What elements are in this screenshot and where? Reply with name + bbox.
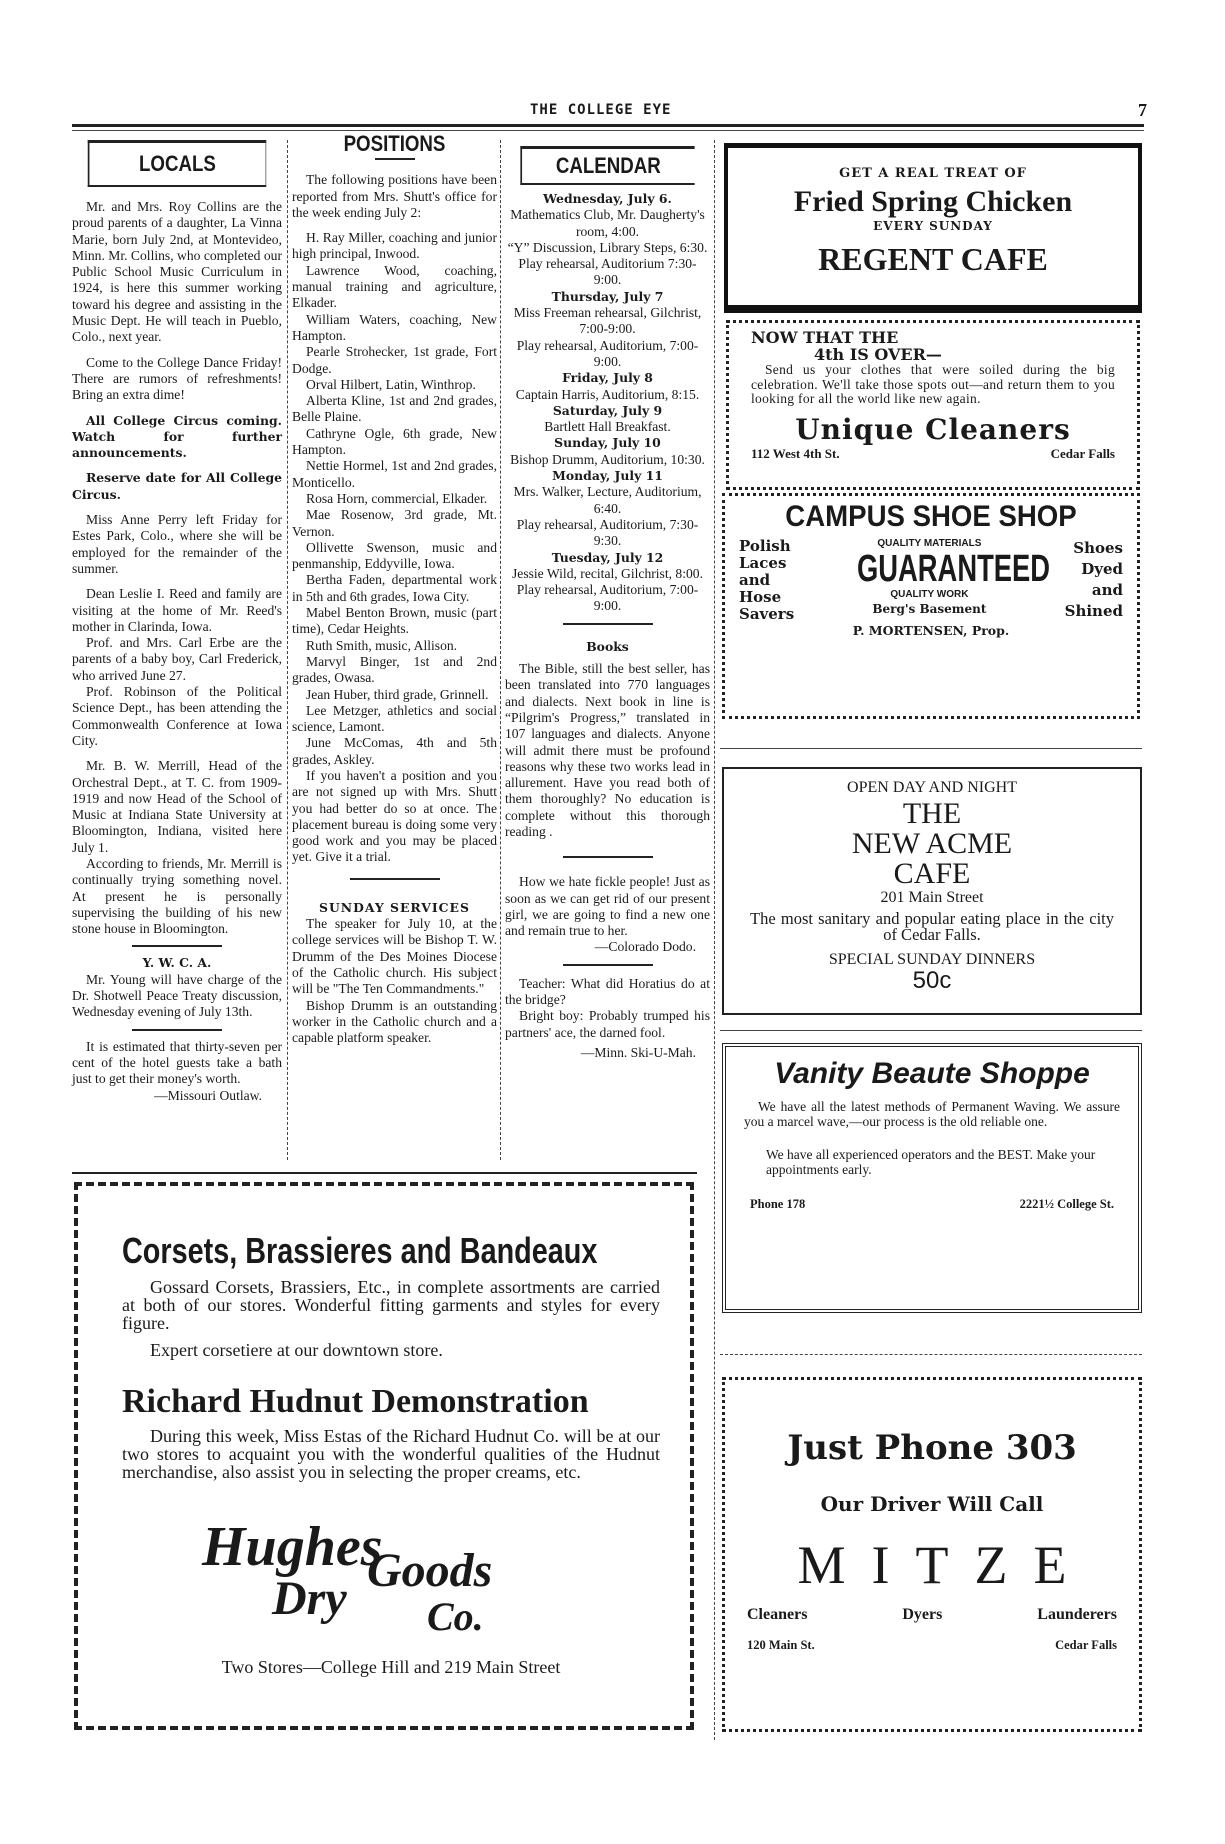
position-item: Rosa Horn, commercial, Elkader. — [306, 490, 488, 506]
ad-business-name: Unique Cleaners — [795, 412, 1071, 446]
calendar-day: Tuesday, July 12 — [551, 549, 664, 565]
service-item: Shined — [1064, 602, 1123, 620]
locals-item: Prof. Robinson of the Political Science Dept., has been attending the Commonwealth Conference at Iowa City. — [72, 684, 282, 748]
calendar-event: Play rehearsal, Auditorium, 7:30-9:30. — [516, 516, 699, 549]
logo-text: Goods — [367, 1544, 493, 1597]
calendar-event: Play rehearsal, Auditorium 7:30-9:00. — [518, 256, 697, 288]
ad-body — [739, 538, 1123, 623]
ad-footer — [744, 1197, 1120, 1212]
ad-line: EVERY SUNDAY — [873, 219, 993, 233]
ad-proprietor: P. MORTENSEN, Prop. — [852, 623, 1010, 638]
divider — [350, 878, 440, 880]
ywca-heading: Y. W. C. A. — [142, 955, 212, 971]
calendar-event: Play rehearsal, Auditorium, 7:00-9:00. — [516, 582, 699, 614]
teacher-source: —Minn. Ski-U-Mah. — [580, 1044, 696, 1060]
ad-city: Cedar Falls — [1050, 445, 1115, 461]
ad-business-name: NEW ACME — [851, 827, 1013, 860]
ad-body: We have all the latest methods of Permanent Waving. We assure you a marcel wave,—our process is the old reliable one. — [744, 1099, 1120, 1129]
position-item: June McComas, 4th and 5th grades, Askley. — [292, 735, 497, 767]
joke-text: It is estimated that thirty-seven per cent of the hotel guests take a bath just to get their money's worth. — [72, 1038, 282, 1087]
ad-tagline: The most sanitary and popular eating place in the city of Cedar Falls. — [750, 909, 1114, 944]
locals-column — [72, 140, 282, 1104]
divider — [563, 623, 653, 625]
ad-business-name: MITZE — [797, 1535, 1093, 1595]
ad-headline: 4th IS OVER— — [814, 345, 942, 364]
locals-item: All College Circus coming. Watch for further announcements. — [72, 412, 282, 461]
new-acme-cafe-ad — [722, 767, 1142, 1015]
ad-address: 120 Main St. — [747, 1638, 815, 1652]
ad-business-name: THE — [902, 797, 962, 830]
joke-source: —Missouri Outlaw. — [154, 1087, 262, 1103]
service-item: and — [1091, 581, 1123, 599]
newspaper-title: THE COLLEGE EYE — [530, 102, 672, 118]
ad-headline: Our Driver Will Call — [820, 1492, 1044, 1516]
mitze-ad — [722, 1377, 1142, 1732]
position-item: Jean Huber, third grade, Grinnell. — [306, 686, 489, 702]
ad-business-name: Vanity Beaute Shoppe — [774, 1057, 1090, 1090]
ad-headline: Richard Hudnut Demonstration — [122, 1383, 589, 1420]
position-item: Alberta Kline, 1st and 2nd grades, Belle Plaine. — [292, 393, 497, 425]
calendar-event: Mathematics Club, Mr. Daugherty's room, 4:00. — [510, 207, 705, 239]
calendar-day: Wednesday, July 6. — [543, 191, 672, 206]
locals-item: Mr. and Mrs. Roy Collins are the proud parents of a daughter, La Vinna Marie, born July 2nd, at Montevideo, Minn. Mr. Collins, who completed our Public School Music Curriculum in 1924, is here this summer working toward his degree and assisting in the Music Dept. He will teach in Pueblo, Colo., next year. — [72, 199, 282, 345]
position-item: Lee Metzger, athletics and social science, Lamont. — [292, 702, 497, 735]
logo-text: Hughes — [202, 1516, 383, 1578]
calendar-event: Bartlett Hall Breakfast. — [544, 419, 671, 435]
ad-line: OPEN DAY AND NIGHT — [847, 779, 1017, 796]
ywca-text: Mr. Young will have charge of the Dr. Shotwell Peace Treaty discussion, Wednesday evening of July 13th. — [72, 971, 282, 1020]
service: Cleaners — [747, 1606, 808, 1623]
ad-body: We have all experienced operators and the BEST. Make your appointments early. — [766, 1147, 1096, 1177]
calendar-event: “Y” Discussion, Library Steps, 6:30. — [507, 239, 708, 255]
position-item: Mae Rosenow, 3rd grade, Mt. Vernon. — [292, 507, 497, 539]
calendar-event: Captain Harris, Auditorium, 8:15. — [515, 386, 700, 402]
badge-text: QUALITY MATERIALS — [877, 538, 982, 549]
divider — [132, 1029, 222, 1031]
page-header — [0, 100, 1225, 120]
ad-body: Gossard Corsets, Brassiers, Etc., in complete assortments are carried at both of our stores. Wonderful fitting garments and styles for every figure. — [122, 1277, 660, 1333]
locals-item: Reserve date for All College Circus. — [72, 470, 282, 502]
hughes-dry-goods-ad — [74, 1182, 694, 1730]
ad-phone: Phone 178 — [750, 1197, 806, 1211]
positions-heading: POSITIONS — [343, 131, 446, 156]
position-item: Lawrence Wood, coaching, manual training and agriculture, Elkader. — [292, 262, 497, 311]
ad-headline: Corsets, Brassieres and Bandeaux — [122, 1230, 598, 1271]
service-item: Dyed — [1081, 560, 1123, 578]
ad-footer — [751, 446, 1115, 462]
services-left — [739, 538, 794, 623]
position-item: Marvyl Binger, 1st and 2nd grades, Owasa. — [292, 653, 497, 686]
positions-column — [292, 131, 497, 1046]
boy-text: Bright boy: Probably trumped his partners' ace, the darned fool. — [505, 1008, 710, 1040]
locals-item: Dean Leslie I. Reed and family are visiting at the home of Mr. Reed's mother in Clarinda, Iowa. — [72, 586, 282, 634]
ad-body: Expert corsetiere at our downtown store. — [150, 1340, 443, 1360]
position-item: Ollivette Swenson, music and penmanship, Eddyville, Iowa. — [292, 539, 497, 572]
service: Launderers — [1037, 1606, 1117, 1623]
ad-footer — [747, 1638, 1117, 1653]
locals-heading: LOCALS — [88, 140, 267, 187]
ad-business-name: REGENT CAFE — [818, 241, 1048, 277]
vanity-beaute-shoppe-ad — [722, 1043, 1142, 1313]
books-heading: Books — [586, 638, 629, 654]
column-divider — [500, 140, 501, 1160]
position-item: Bertha Faden, departmental work in 5th and 6th grades, Iowa City. — [292, 572, 497, 604]
ad-headline: Fried Spring Chicken — [793, 185, 1073, 218]
ad-price: 50c — [912, 967, 952, 994]
position-item: Mabel Benton Brown, music (part time), Cedar Heights. — [292, 605, 497, 637]
divider — [720, 748, 1142, 749]
calendar-day: Saturday, July 9 — [552, 402, 663, 418]
calendar-heading: CALENDAR — [520, 146, 694, 185]
position-item: H. Ray Miller, coaching and junior high principal, Inwood. — [292, 230, 497, 262]
ad-location: Berg's Basement — [872, 602, 987, 616]
calendar-day: Monday, July 11 — [552, 468, 663, 484]
books-text: The Bible, still the best seller, has been translated into 770 languages and dialects. Next book in line is “Pilgrim's Progress,” translated in 107 languages and dialects. Anyone will admit there must be profound reasons why these two works lead in allurement. Have you read both of them thoroughly? No education is complete without this thorough reading . — [505, 661, 710, 839]
fickle-text: How we hate fickle people! Just as soon as we can get rid of our present girl, we are going to find a new one and remain true to her. — [505, 874, 710, 939]
services-right — [1065, 538, 1123, 623]
calendar-event: Jessie Wild, recital, Gilchrist, 8:00. — [512, 565, 703, 581]
sunday-text: The speaker for July 10, at the college services will be Bishop T. W. Drumm of the Des Moines Diocese of the Catholic church. His subject will be "The Ten Commandments." — [292, 916, 497, 997]
ad-headline: Just Phone 303 — [787, 1428, 1077, 1468]
calendar-event: Miss Freeman rehearsal, Gilchrist, 7:00-9:00. — [513, 305, 702, 337]
calendar-event: Mrs. Walker, Lecture, Auditorium, 6:40. — [513, 484, 702, 516]
divider — [720, 1030, 1142, 1031]
calendar-day: Thursday, July 7 — [551, 288, 664, 304]
ad-business-name: CAFE — [893, 857, 971, 890]
service-item: Savers — [739, 605, 795, 623]
service: Dyers — [902, 1606, 943, 1623]
ad-business-name: CAMPUS SHOE SHOP — [785, 500, 1077, 533]
locals-item: Prof. and Mrs. Carl Erbe are the parents of a baby boy, Carl Frederick, who arrived June 27. — [72, 635, 282, 683]
service-item: and — [739, 571, 771, 589]
divider — [563, 856, 653, 858]
calendar-days — [505, 191, 710, 615]
unique-cleaners-ad — [726, 320, 1140, 490]
divider — [132, 945, 222, 947]
locals-item: Come to the College Dance Friday! There are rumors of refreshments! Bring an extra dime! — [72, 354, 282, 403]
ad-address: 201 Main Street — [880, 889, 984, 906]
locals-item: Miss Anne Perry left Friday for Estes Park, Colo., where she will be employed for the remainder of the summer. — [72, 512, 282, 576]
position-item: Ruth Smith, music, Allison. — [306, 637, 458, 653]
badge-main: GUARANTEED — [857, 548, 1051, 590]
position-item: William Waters, coaching, New Hampton. — [292, 311, 497, 343]
service-item: Hose — [739, 588, 782, 606]
divider — [375, 158, 415, 160]
ad-special: SPECIAL SUNDAY DINNERS — [828, 951, 1036, 968]
ad-body: During this week, Miss Estas of the Richard Hudnut Co. will be at our two stores to acquaint you with the wonderful qualities of the Hudnut merchandise, also assist you in selecting the proper creams, etc. — [122, 1426, 660, 1482]
sunday-text: Bishop Drumm is an outstanding worker in the Catholic church and a capable platform speaker. — [292, 997, 497, 1046]
ad-headline: NOW THAT THE — [751, 328, 899, 347]
position-item: Orval Hilbert, Latin, Winthrop. — [306, 376, 476, 392]
calendar-event: Play rehearsal, Auditorium, 7:00-9:00. — [516, 337, 699, 369]
logo-text: Co. — [427, 1594, 484, 1639]
position-item: If you haven't a position and you are not signed up with Mrs. Shutt you had better do so at once. The placement bureau is doing some very good work and you may be placed yet. Give it a trial. — [292, 767, 497, 865]
header-rule-thin — [72, 130, 1144, 131]
hughes-logo — [122, 1501, 660, 1651]
position-item: The following positions have been reported from Mrs. Shutt's office for the week ending July 2: — [292, 172, 497, 220]
divider — [720, 1354, 1142, 1355]
sunday-services-heading: SUNDAY SERVICES — [319, 899, 470, 915]
regent-cafe-ad — [724, 143, 1142, 313]
position-item: Cathryne Ogle, 6th grade, New Hampton. — [292, 425, 497, 458]
ad-address: 2221½ College St. — [1019, 1197, 1114, 1211]
locals-item: According to friends, Mr. Merrill is continually trying something novel. At present he is personally supervising the building of his new stone house in Bloomington. — [72, 855, 282, 937]
guaranteed-badge — [829, 538, 1051, 623]
logo-text: Dry — [272, 1572, 347, 1625]
campus-shoe-shop-ad — [722, 493, 1140, 719]
divider — [72, 1172, 697, 1174]
badge-text: QUALITY WORK — [890, 589, 969, 600]
ad-services — [747, 1606, 1117, 1624]
calendar-day: Friday, July 8 — [562, 370, 653, 386]
column-divider — [714, 140, 715, 1740]
header-rule — [72, 124, 1144, 127]
locals-item: Mr. B. W. Merrill, Head of the Orchestral Dept., at T. C. from 1909-1919 and now Head of the School of Music at Indiana State University at Bloomington, Indiana, visited here July 1. — [72, 758, 282, 855]
column-divider — [287, 140, 288, 1160]
ad-address: 112 West 4th St. — [751, 445, 840, 461]
service-item: Shoes — [1073, 539, 1123, 557]
service-item: Laces — [739, 554, 787, 572]
ad-body: Send us your clothes that were soiled during the big celebration. We'll take those spots out—and return them to you looking for all the world like new again. — [751, 362, 1115, 406]
position-item: Pearle Strohecker, 1st grade, Fort Dodge. — [292, 344, 497, 376]
divider — [563, 964, 653, 966]
service-item: Polish — [739, 537, 791, 555]
calendar-day: Sunday, July 10 — [554, 435, 661, 451]
ad-city: Cedar Falls — [1055, 1638, 1117, 1652]
calendar-event: Bishop Drumm, Auditorium, 10:30. — [510, 451, 705, 467]
teacher-text: Teacher: What did Horatius do at the bridge? — [505, 975, 710, 1008]
ad-footer: Two Stores—College Hill and 219 Main Street — [221, 1657, 561, 1677]
page-number: 7 — [1138, 100, 1147, 120]
fickle-source: —Colorado Dodo. — [594, 939, 696, 955]
ad-line: GET A REAL TREAT OF — [839, 166, 1027, 181]
calendar-column — [505, 146, 710, 1061]
position-item: Nettie Hormel, 1st and 2nd grades, Monticello. — [292, 458, 497, 490]
